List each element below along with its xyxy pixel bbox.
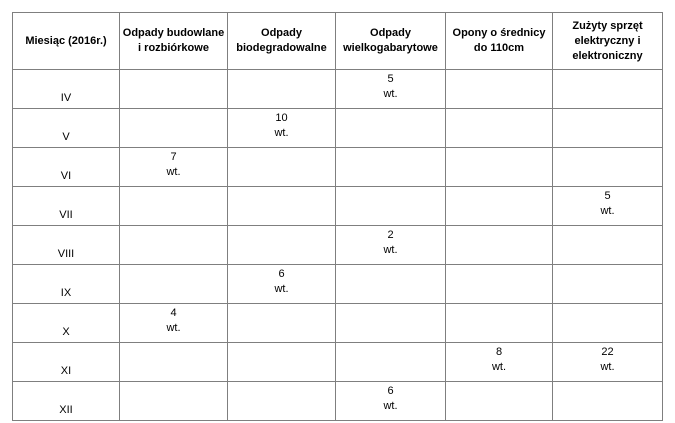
- biodegradable-waste-cell: [228, 70, 336, 109]
- table-row: [13, 382, 663, 421]
- header-row: [13, 13, 663, 70]
- month-cell: XI: [13, 343, 120, 382]
- quantity-value: 6: [387, 385, 394, 397]
- construction-waste-cell: [120, 187, 228, 226]
- month-cell: V: [13, 109, 120, 148]
- construction-waste-cell: [120, 304, 228, 343]
- header-biodegradable-waste: Odpady biodegradowalne: [228, 13, 336, 70]
- electronic-waste-cell: [553, 343, 663, 382]
- bulky-waste-cell: [336, 343, 446, 382]
- electronic-waste-cell: [553, 109, 663, 148]
- quantity-value: 5: [387, 73, 394, 85]
- quantity-value: 5: [604, 190, 611, 202]
- unit-label: wt.: [383, 88, 398, 100]
- quantity-value: 22: [601, 346, 614, 358]
- table-body: [13, 70, 663, 421]
- biodegradable-waste-cell: [228, 304, 336, 343]
- bulky-waste-cell: [336, 148, 446, 187]
- unit-label: wt.: [274, 127, 289, 139]
- unit-label: wt.: [383, 244, 398, 256]
- table-row: [13, 148, 663, 187]
- tires-cell: [446, 226, 553, 265]
- electronic-waste-cell: [553, 265, 663, 304]
- tires-cell: [446, 304, 553, 343]
- header-bulky-waste: Odpady wielkogabarytowe: [336, 13, 446, 70]
- quantity-value: 7: [170, 151, 177, 163]
- construction-waste-cell: [120, 382, 228, 421]
- header-tires: Opony o średnicy do 110cm: [446, 13, 553, 70]
- month-cell: VI: [13, 148, 120, 187]
- biodegradable-waste-cell: [228, 109, 336, 148]
- table-header: [13, 13, 663, 70]
- construction-waste-cell: [120, 148, 228, 187]
- table-row: [13, 187, 663, 226]
- bulky-waste-cell: [336, 226, 446, 265]
- table-row: [13, 304, 663, 343]
- quantity-value: 6: [278, 268, 285, 280]
- bulky-waste-cell: [336, 109, 446, 148]
- tires-cell: [446, 148, 553, 187]
- unit-label: wt.: [166, 322, 181, 334]
- electronic-waste-cell: [553, 187, 663, 226]
- header-construction-waste: Odpady budowlane i rozbiórkowe: [120, 13, 228, 70]
- tires-cell: [446, 70, 553, 109]
- construction-waste-cell: [120, 343, 228, 382]
- waste-collection-table: [12, 12, 663, 421]
- month-cell: IX: [13, 265, 120, 304]
- biodegradable-waste-cell: [228, 382, 336, 421]
- bulky-waste-cell: [336, 70, 446, 109]
- quantity-value: 10: [275, 112, 288, 124]
- quantity-value: 2: [387, 229, 394, 241]
- unit-label: wt.: [166, 166, 181, 178]
- construction-waste-cell: [120, 70, 228, 109]
- electronic-waste-cell: [553, 70, 663, 109]
- construction-waste-cell: [120, 226, 228, 265]
- month-cell: IV: [13, 70, 120, 109]
- unit-label: wt.: [491, 361, 507, 373]
- tires-cell: [446, 343, 553, 382]
- month-cell: VIII: [13, 226, 120, 265]
- unit-label: wt.: [274, 283, 289, 295]
- table-row: [13, 70, 663, 109]
- month-cell: XII: [13, 382, 120, 421]
- quantity-value: 4: [170, 307, 177, 319]
- biodegradable-waste-cell: [228, 265, 336, 304]
- tires-cell: [446, 382, 553, 421]
- header-month: Miesiąc (2016r.): [13, 13, 120, 70]
- quantity-value: 8: [495, 346, 503, 358]
- unit-label: wt.: [383, 400, 398, 412]
- unit-label: wt.: [600, 361, 615, 373]
- table-row: [13, 265, 663, 304]
- biodegradable-waste-cell: [228, 187, 336, 226]
- biodegradable-waste-cell: [228, 343, 336, 382]
- unit-label: wt.: [600, 205, 615, 217]
- tires-cell: [446, 187, 553, 226]
- tires-cell: [446, 265, 553, 304]
- month-cell: X: [13, 304, 120, 343]
- electronic-waste-cell: [553, 148, 663, 187]
- electronic-waste-cell: [553, 226, 663, 265]
- bulky-waste-cell: [336, 382, 446, 421]
- table-row: [13, 109, 663, 148]
- month-cell: VII: [13, 187, 120, 226]
- table-row: [13, 343, 663, 382]
- bulky-waste-cell: [336, 304, 446, 343]
- biodegradable-waste-cell: [228, 226, 336, 265]
- tires-cell: [446, 109, 553, 148]
- construction-waste-cell: [120, 265, 228, 304]
- biodegradable-waste-cell: [228, 148, 336, 187]
- header-electronic-waste: Zużyty sprzęt elektryczny i elektroniczny: [553, 13, 663, 70]
- bulky-waste-cell: [336, 265, 446, 304]
- bulky-waste-cell: [336, 187, 446, 226]
- electronic-waste-cell: [553, 382, 663, 421]
- table-row: [13, 226, 663, 265]
- electronic-waste-cell: [553, 304, 663, 343]
- construction-waste-cell: [120, 109, 228, 148]
